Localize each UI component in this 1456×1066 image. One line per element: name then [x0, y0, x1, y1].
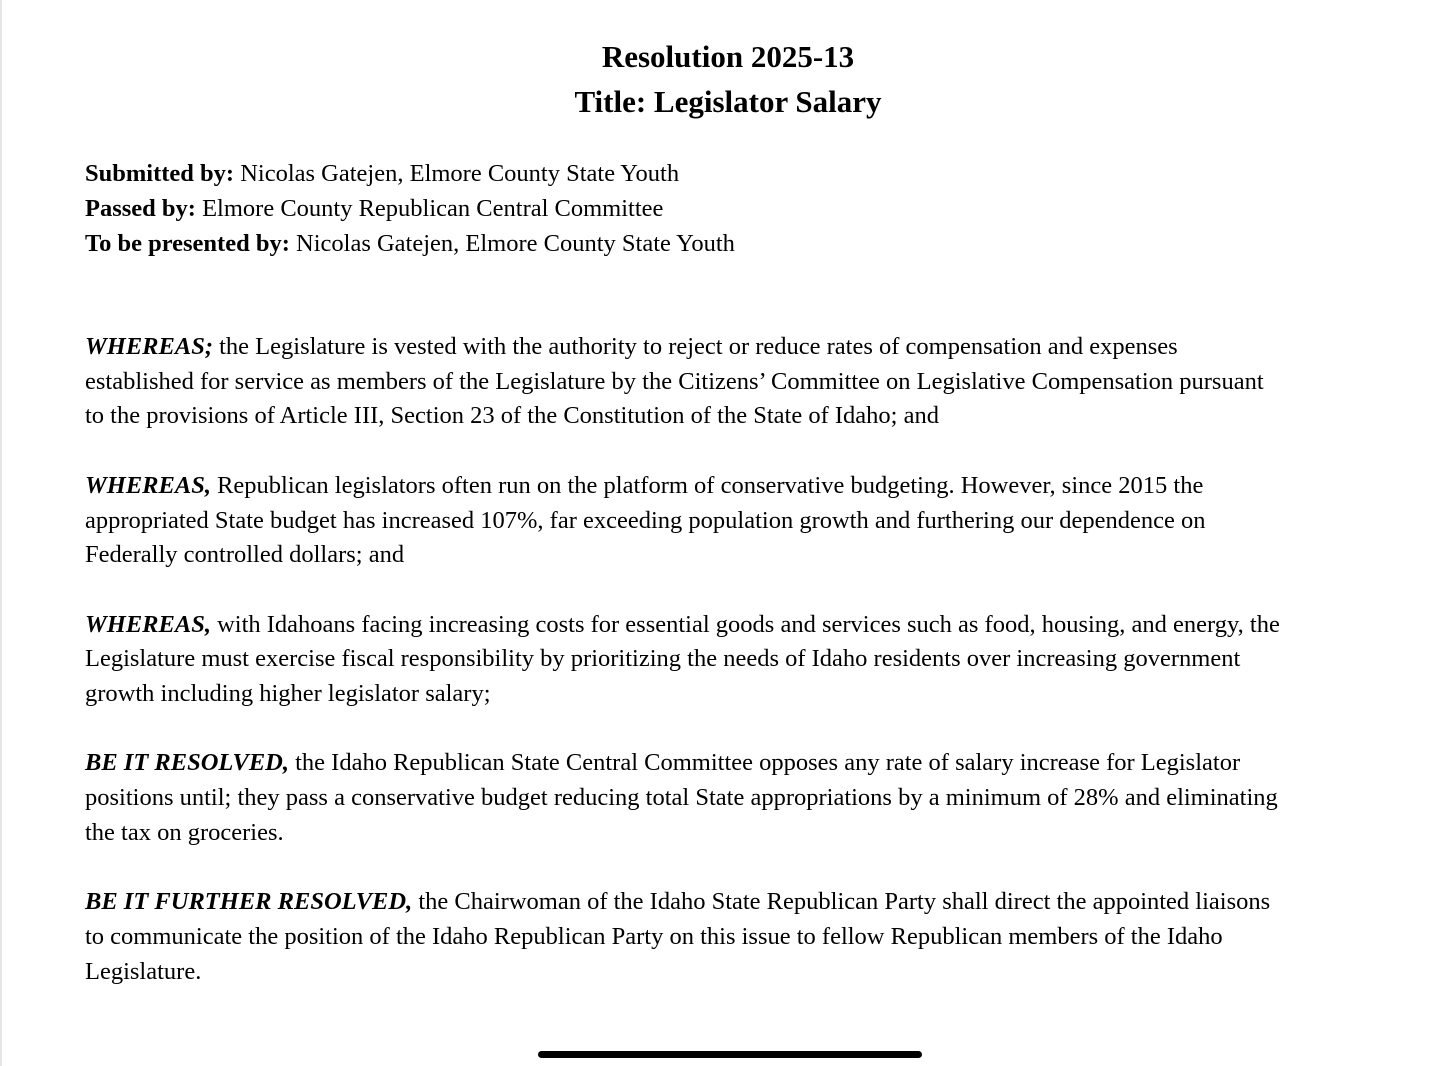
paragraph-line: appropriated State budget has increased 107%, far exceeding population growth and furthering our dependence on	[85, 506, 1206, 534]
home-indicator-bar[interactable]	[538, 1051, 922, 1058]
presented-by-label: To be presented by:	[85, 230, 290, 257]
paragraph-lead: WHEREAS,	[85, 471, 211, 499]
passed-by-line	[85, 191, 1385, 226]
resolution-body	[85, 330, 1385, 1024]
passed-by-value: Elmore County Republican Central Committee	[195, 195, 664, 222]
paragraph-lead: BE IT FURTHER RESOLVED,	[85, 888, 413, 916]
resolution-title: Title: Legislator Salary	[574, 84, 882, 119]
resolved-paragraph	[85, 746, 1385, 850]
presented-by-value: Nicolas Gatejen, Elmore County State Youth	[289, 230, 735, 257]
paragraph-line: established for service as members of the Legislature by the Citizens’ Committee on Legislative Compensation pursuant	[85, 367, 1264, 395]
paragraph-line: growth including higher legislator salary;	[85, 680, 491, 707]
page-left-edge	[0, 0, 2, 1066]
paragraph-line: BE IT RESOLVED, the Idaho Republican State Central Committee opposes any rate of salary increase for Legislator	[85, 749, 1241, 777]
submission-info	[85, 156, 1385, 261]
document-title	[0, 34, 1456, 124]
submitted-by-label: Submitted by:	[85, 160, 235, 187]
paragraph-line: WHEREAS, with Idahoans facing increasing costs for essential goods and services such as food, housing, and energy, the	[85, 610, 1280, 638]
resolution-number: Resolution 2025-13	[601, 39, 855, 74]
paragraph-line: positions until; they pass a conservative budget reducing total State appropriations by a minimum of 28% and eliminating	[85, 784, 1278, 812]
passed-by-label: Passed by:	[85, 195, 196, 222]
paragraph-line: Legislature.	[85, 957, 202, 985]
paragraph-line: Federally controlled dollars; and	[85, 541, 405, 569]
paragraph-line: to the provisions of Article III, Section 23 of the Constitution of the State of Idaho; and	[85, 402, 939, 430]
whereas-paragraph-2	[85, 469, 1385, 573]
submitted-by-value: Nicolas Gatejen, Elmore County State Youth	[234, 160, 680, 187]
whereas-paragraph-3	[85, 608, 1385, 712]
submitted-by-line	[85, 156, 1385, 191]
paragraph-lead: BE IT RESOLVED,	[85, 749, 289, 777]
further-resolved-paragraph	[85, 885, 1385, 989]
paragraph-line: to communicate the position of the Idaho Republican Party on this issue to fellow Republican members of the Idaho	[85, 922, 1223, 950]
paragraph-line: WHEREAS; the Legislature is vested with the authority to reject or reduce rates of compensation and expenses	[85, 333, 1178, 360]
paragraph-lead: WHEREAS,	[85, 610, 211, 638]
paragraph-line: the tax on groceries.	[85, 818, 284, 846]
paragraph-lead: WHEREAS;	[85, 333, 213, 360]
paragraph-line: Legislature must exercise fiscal responsibility by prioritizing the needs of Idaho residents over increasing government	[85, 645, 1241, 673]
paragraph-line: WHEREAS, Republican legislators often run on the platform of conservative budgeting. However, since 2015 the	[85, 471, 1204, 499]
paragraph-line: BE IT FURTHER RESOLVED, the Chairwoman of the Idaho State Republican Party shall direct the appointed liaisons	[85, 888, 1271, 916]
presented-by-line	[85, 226, 1385, 261]
whereas-paragraph-1	[85, 330, 1385, 434]
